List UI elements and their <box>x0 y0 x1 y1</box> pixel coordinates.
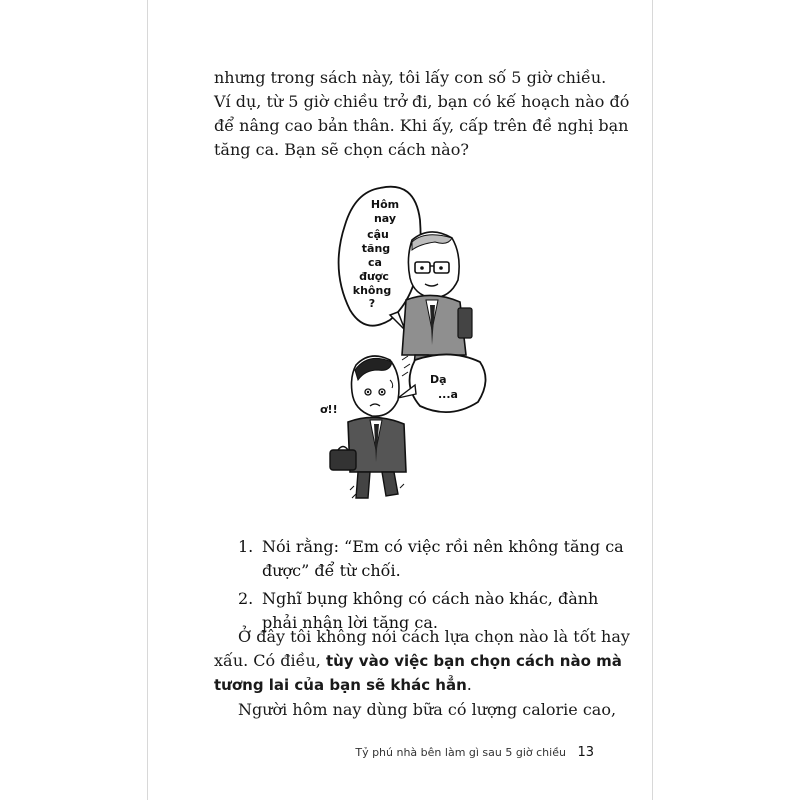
employee-bubble-text: Dạ <box>430 373 447 386</box>
running-title: Tỷ phú nhà bên làm gì sau 5 giờ chiều <box>355 746 566 759</box>
paragraph-line <box>214 673 594 697</box>
list-item-text: Nghĩ bụng không có cách nào khác, đành <box>262 589 599 608</box>
list-item-text: Nói rằng: “Em có việc rồi nên không tăng ca <box>262 537 624 556</box>
boss-bubble-text: Hôm <box>370 198 400 211</box>
list-item-text: phải nhận lời tăng ca. <box>262 613 438 632</box>
intro-paragraph <box>214 66 630 162</box>
exclamation-text: ơ!! <box>320 403 338 416</box>
employee-speech-bubble <box>410 354 486 412</box>
boss-bubble-text: ? <box>368 297 376 310</box>
intro-line: nhưng trong sách này, tôi lấy con số 5 giờ chiều. <box>214 68 607 87</box>
emphasis-text: tùy vào việc bạn chọn cách nào mà <box>325 652 622 670</box>
intro-line: để nâng cao bản thân. Khi ấy, cấp trên đề nghị bạn <box>214 116 629 135</box>
employee-figure <box>330 356 406 498</box>
next-paragraph <box>214 698 617 722</box>
conclusion-paragraph <box>214 625 630 697</box>
page-number: 13 <box>577 745 594 760</box>
list-item-text: được” để từ chối. <box>262 561 401 580</box>
paragraph-text: . <box>466 675 472 694</box>
page-footer <box>355 745 594 760</box>
paragraph-line: Ở đây tôi không nói cách lựa chọn nào là tốt hay <box>238 627 630 646</box>
comic-illustration <box>320 180 490 510</box>
intro-line: tăng ca. Bạn sẽ chọn cách nào? <box>214 140 469 159</box>
boss-bubble-text: tăng <box>361 242 391 255</box>
paragraph-line: Người hôm nay dùng bữa có lượng calorie cao, <box>238 700 617 719</box>
boss-bubble-text: ca <box>368 256 382 269</box>
list-item-number: 2. <box>238 589 254 608</box>
paragraph-text: xấu. Có điều, <box>214 651 326 670</box>
emphasis-text: tương lai của bạn sẽ khác hẳn <box>214 676 467 694</box>
boss-bubble-text: nay <box>373 212 397 225</box>
paragraph-line <box>214 649 622 673</box>
options-list <box>238 535 624 639</box>
boss-bubble-text: được <box>359 270 389 283</box>
list-item-number: 1. <box>238 537 254 556</box>
intro-line: Ví dụ, từ 5 giờ chiều trở đi, bạn có kế hoạch nào đó <box>214 92 630 111</box>
boss-bubble-text: cậu <box>367 228 389 241</box>
boss-bubble-text: không <box>352 284 392 297</box>
list-item <box>238 535 624 583</box>
employee-bubble-text: ...a <box>438 388 458 401</box>
